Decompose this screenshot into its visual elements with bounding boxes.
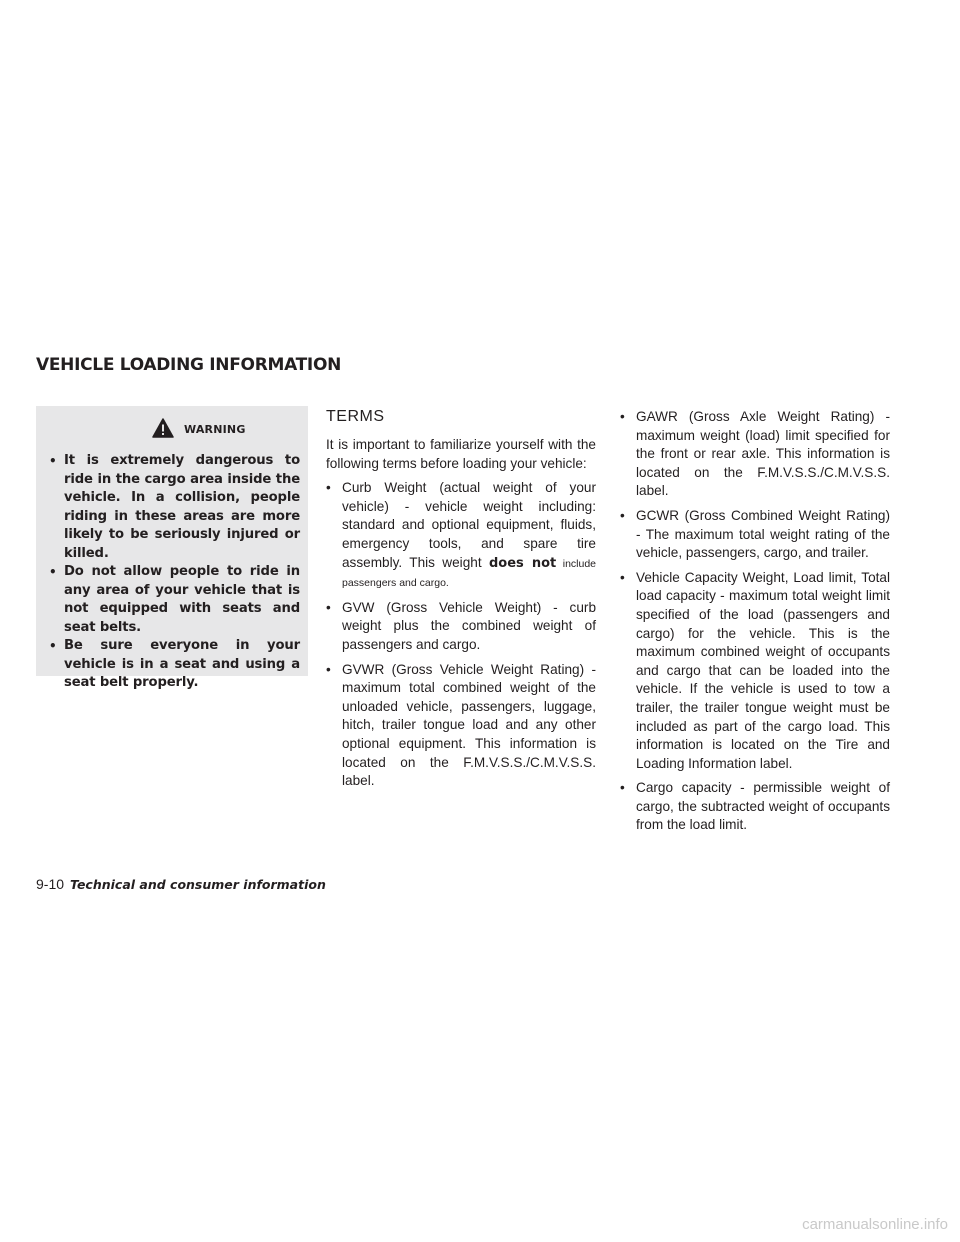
bullet: • <box>620 569 625 585</box>
warning-triangle-icon <box>152 418 174 438</box>
bullet: • <box>326 661 331 677</box>
term-text: GCWR (Gross Combined Weight Rating) - The maximum total weight rating of the vehicle, passengers, cargo, and trailer. <box>636 507 890 561</box>
footer-section-title: Technical and consumer information <box>70 877 326 892</box>
watermark: carmanualsonline.info <box>802 1216 948 1233</box>
warning-header <box>44 418 300 452</box>
warning-item-text: Do not allow people to ride in any area of your vehicle that is not equipped with seats and seat belts. <box>64 564 300 635</box>
term-capacity <box>620 569 890 774</box>
page-footer <box>36 876 326 892</box>
term-curb-weight <box>326 479 596 593</box>
bullet: • <box>620 409 625 424</box>
term-emphasis: does not <box>488 555 557 571</box>
bullet: • <box>620 780 625 796</box>
term-gvw <box>326 599 596 655</box>
bullet: • <box>326 599 331 615</box>
term-cargo <box>620 779 890 835</box>
terms-column-left <box>326 408 596 797</box>
terms-column-right <box>620 408 890 841</box>
term-small-text: include passengers and cargo. <box>342 557 597 590</box>
term-text: GVW (Gross Vehicle Weight) - curb weight plus the combined weight of passengers and cargo. <box>342 599 596 652</box>
term-text: Cargo capacity - permissible weight of cargo, the subtracted weight of occupants from the load limit. <box>636 780 890 833</box>
page-number: 9-10 <box>36 876 65 892</box>
terms-intro: It is important to familiarize yourself with the following terms before loading your vehicle: <box>326 437 596 471</box>
term-gvwr <box>326 661 596 791</box>
bullet: • <box>326 480 331 496</box>
bullet: • <box>49 454 57 468</box>
term-text: GVWR (Gross Vehicle Weight Rating) - maximum total combined weight of the unloaded vehicle, passengers, luggage, hitch, trailer tongue load and any other optional equipment. This information is located on the F.M.V.S.S./C.M.V.S.S. label. <box>342 661 596 789</box>
term-text: GAWR (Gross Axle Weight Rating) - maximum weight (load) limit specified for the front or rear axle. This information is located on the F.M.V.S.S./C.M.V.S.S. label. <box>636 409 890 499</box>
warning-list <box>44 452 300 693</box>
warning-item <box>44 452 300 563</box>
terms-heading: TERMS <box>326 408 385 425</box>
bullet: • <box>620 507 625 523</box>
bullet: • <box>49 639 57 653</box>
warning-item <box>44 637 300 693</box>
section-title: VEHICLE LOADING INFORMATION <box>36 355 342 375</box>
warning-item <box>44 563 300 637</box>
term-text: Curb Weight (actual weight of your vehicle) - vehicle weight including: standard and optional equipment, fluids, emergency tools, and spare tire assembly. This weight <box>342 480 596 570</box>
term-gcwr <box>620 507 890 563</box>
warning-box <box>36 406 308 690</box>
warning-label: WARNING <box>184 423 246 436</box>
term-text: Vehicle Capacity Weight, Load limit, Total load capacity - maximum total weight limit specified of the load (passengers and cargo) for the vehicle. This is the maximum combined weight of occupants and cargo that can be loaded into the vehicle. If the vehicle is used to tow a trailer, the trailer tongue weight must be included as part of the cargo load. This information is located on the Tire and Loading Information label. <box>636 569 890 771</box>
bullet: • <box>49 565 57 579</box>
warning-item-text: It is extremely dangerous to ride in the cargo area inside the vehicle. In a collision, people riding in these areas are more likely to be seriously injured or killed. <box>64 453 300 561</box>
warning-item-text: Be sure everyone in your vehicle is in a seat and using a seat belt properly. <box>64 638 300 690</box>
term-gawr <box>620 408 890 501</box>
